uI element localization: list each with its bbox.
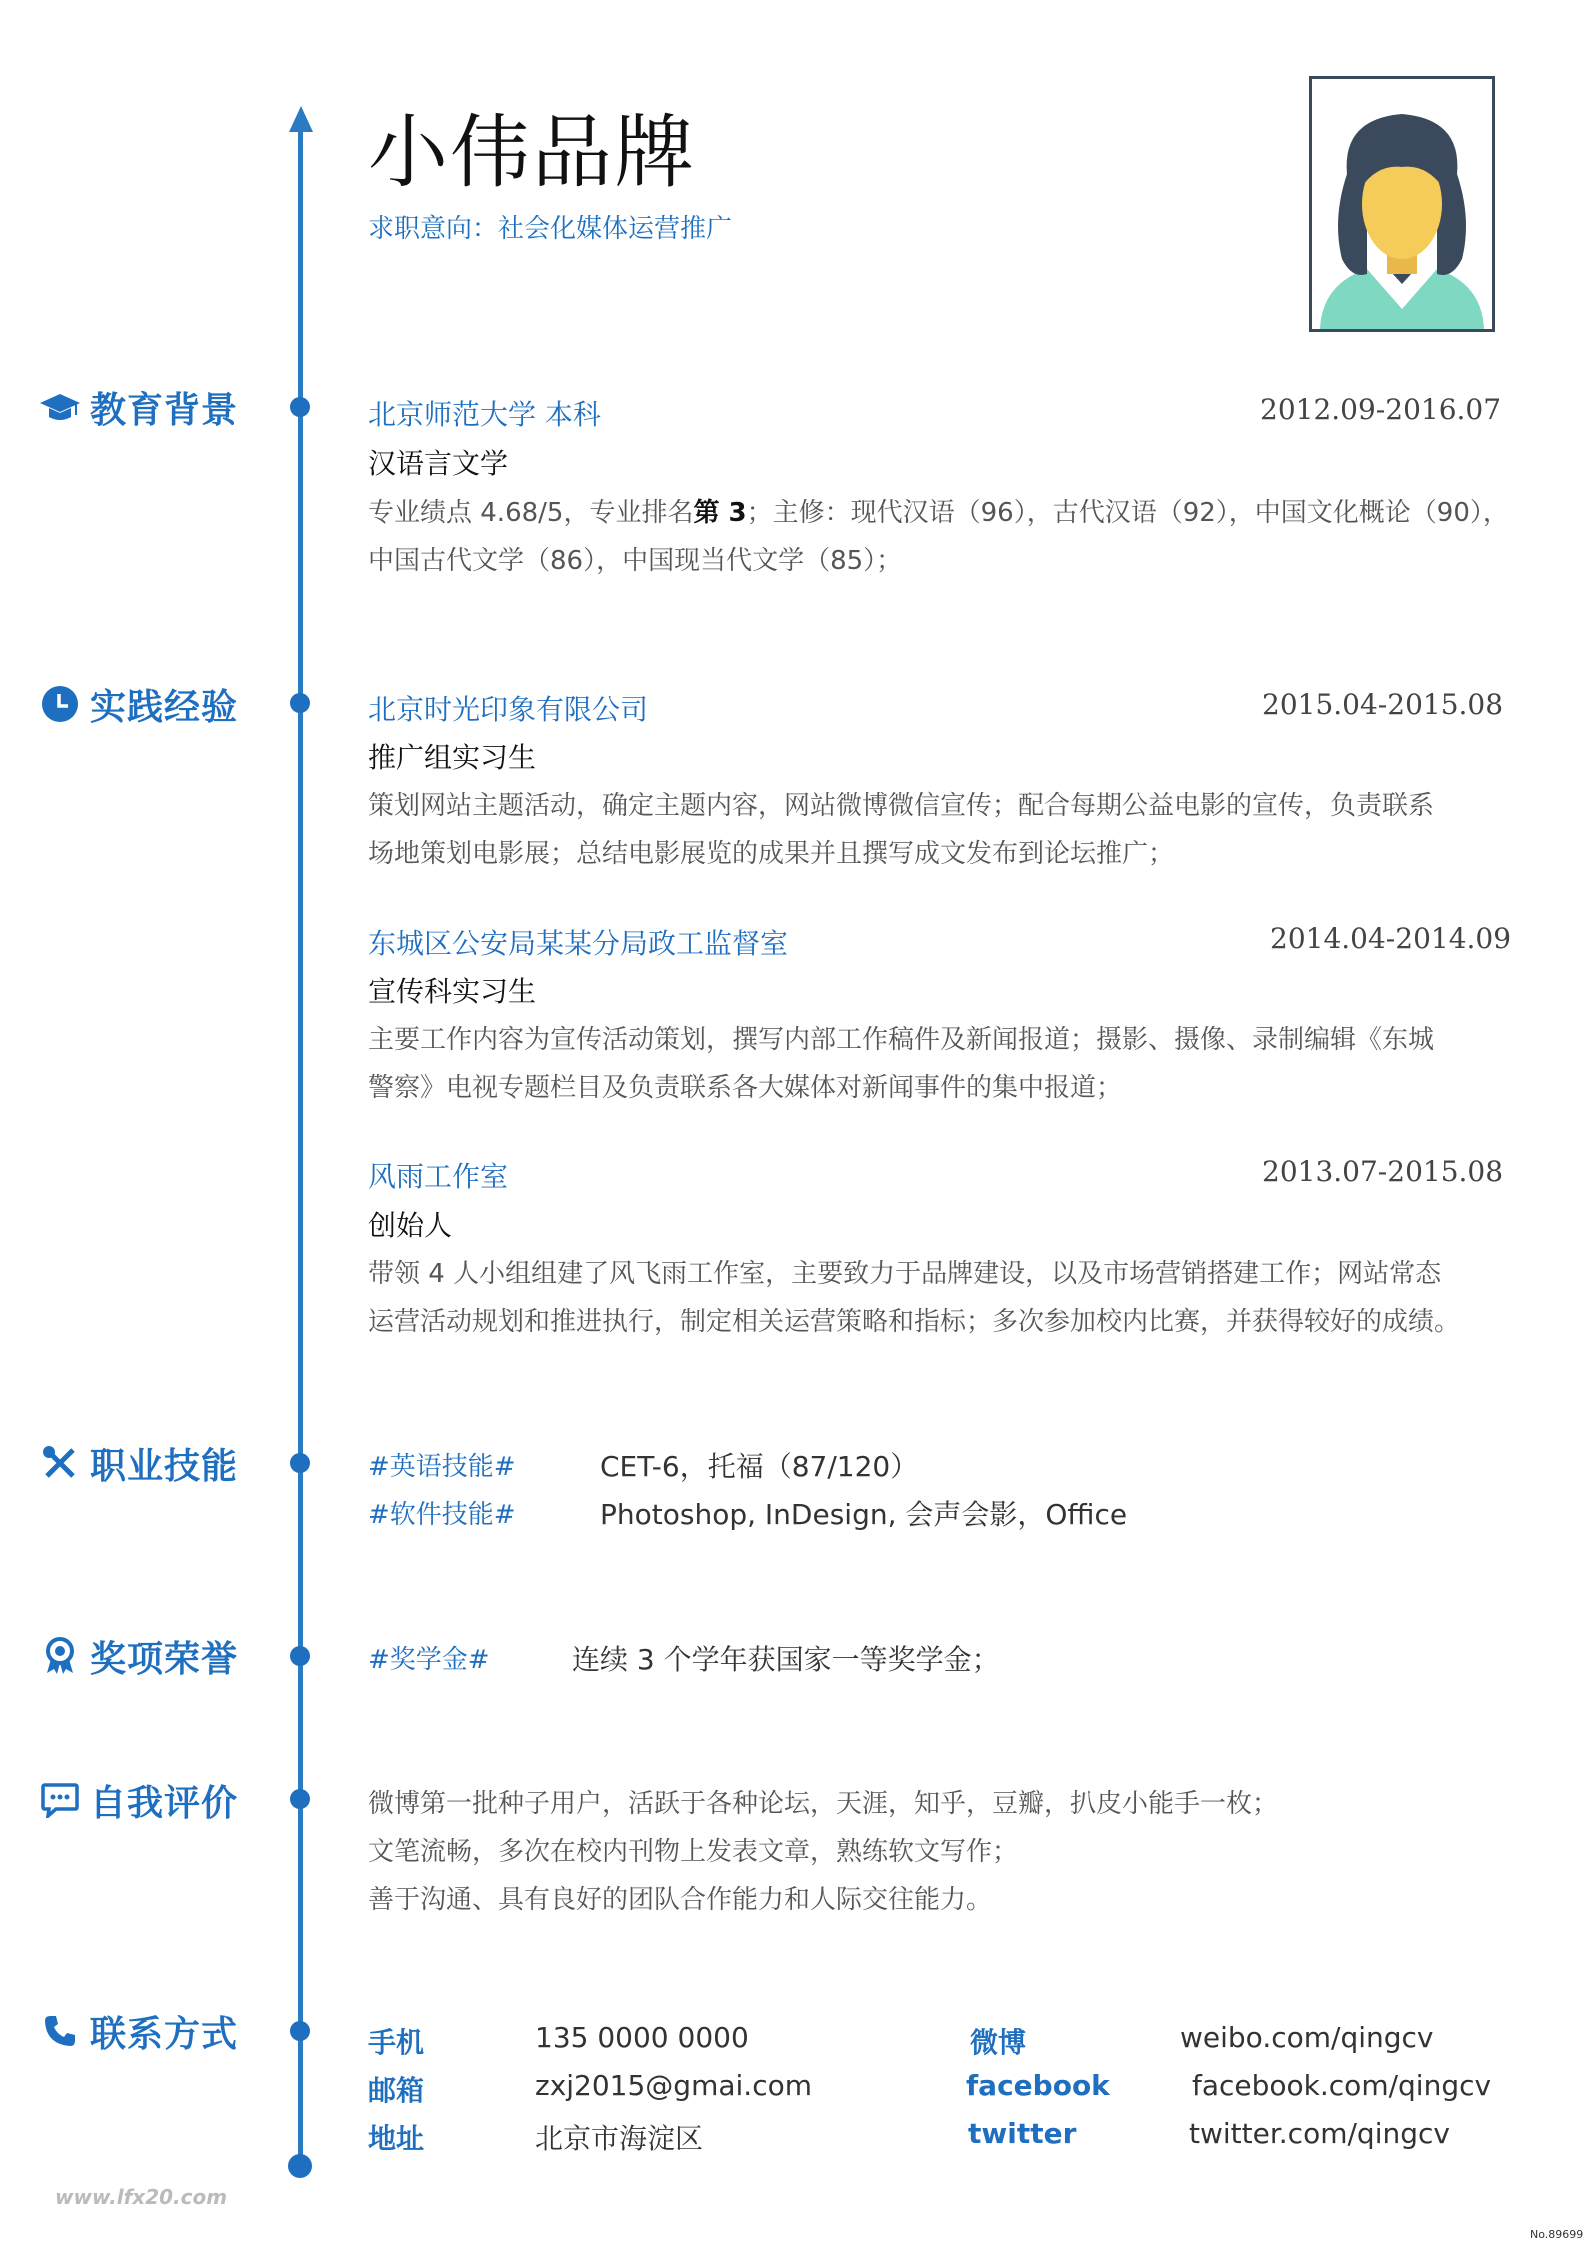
- experience-role: 宣传科实习生: [368, 975, 537, 1008]
- contact-weibo-label: 微博: [970, 2026, 1027, 2059]
- skill-tag: #软件技能#: [368, 1500, 516, 1530]
- timeline-end-dot: [288, 2154, 312, 2178]
- contact-twitter: twitter.com/qingcv: [1189, 2117, 1450, 2150]
- education-line2: 中国古代文学（86），中国现当代文学（85）；: [368, 546, 903, 576]
- section-awards: [40, 1631, 238, 1681]
- education-line1-c: ；主修：现代汉语（96），古代汉语（92），中国文化概论（90），: [746, 498, 1509, 528]
- experience-desc-line: 主要工作内容为宣传活动策划，撰写内部工作稿件及新闻报道；摄影、摄像、录制编辑《东城: [368, 1025, 1435, 1055]
- education-rank: 第 3: [693, 498, 747, 528]
- experience-date: 2013.07-2015.08: [1262, 1155, 1504, 1188]
- experience-desc-line: 警察》电视专题栏目及负责联系各大媒体对新闻事件的集中报道；: [368, 1073, 1123, 1103]
- self-eval-line: 善于沟通、具有良好的团队合作能力和人际交往能力。: [368, 1885, 993, 1915]
- clock-icon: [40, 684, 80, 724]
- graduation-cap-icon: [40, 387, 80, 427]
- job-intent: 求职意向：社会化媒体运营推广: [368, 214, 733, 244]
- avatar-icon: [1312, 79, 1492, 329]
- experience-role: 推广组实习生: [368, 741, 537, 774]
- contact-twitter-label: twitter: [968, 2117, 1077, 2150]
- experience-date: 2015.04-2015.08: [1262, 688, 1504, 721]
- tools-icon: [40, 1443, 80, 1483]
- timeline-dot-awards: [290, 1646, 310, 1666]
- education-date: 2012.09-2016.07: [1260, 393, 1502, 426]
- experience-org: 东城区公安局某某分局政工监督室: [368, 927, 789, 960]
- award-tag: #奖学金#: [368, 1645, 490, 1675]
- section-title-experience: 实践经验: [90, 686, 239, 728]
- contact-phone-label: 手机: [368, 2026, 425, 2059]
- section-experience: [40, 679, 238, 729]
- experience-desc-line: 策划网站主题活动，确定主题内容，网站微博微信宣传；配合每期公益电影的宣传，负责联系: [368, 791, 1435, 821]
- timeline-dot-skills: [290, 1453, 310, 1473]
- experience-desc: [368, 1016, 1538, 1112]
- section-title-contact: 联系方式: [90, 2013, 239, 2055]
- contact-phone: 135 0000 0000: [535, 2021, 749, 2054]
- experience-desc-line: 场地策划电影展；总结电影展览的成果并且撰写成文发布到论坛推广；: [368, 839, 1175, 869]
- self-eval-line: 文笔流畅，多次在校内刊物上发表文章，熟练软文写作；: [368, 1837, 1019, 1867]
- skill-value: Photoshop, InDesign, 会声会影，Office: [600, 1498, 1128, 1531]
- contact-email-label: 邮箱: [368, 2074, 425, 2107]
- self-eval-line: 微博第一批种子用户，活跃于各种论坛，天涯，知乎，豆瓣，扒皮小能手一枚；: [368, 1789, 1279, 1819]
- experience-org: 北京时光印象有限公司: [368, 693, 649, 726]
- section-contact: [40, 2006, 238, 2056]
- experience-desc-line: 带领 4 人小组组建了风飞雨工作室，主要致力于品牌建设，以及市场营销搭建工作；网站常态: [368, 1259, 1442, 1289]
- phone-icon: [40, 2011, 80, 2051]
- timeline-dot-experience: [290, 693, 310, 713]
- section-education: [40, 382, 238, 432]
- education-line1-a: 专业绩点 4.68/5，专业排名: [368, 498, 694, 528]
- timeline-arrow: [289, 106, 313, 132]
- contact-email: zxj2015@gmai.com: [535, 2069, 812, 2102]
- education-detail: [368, 489, 1538, 585]
- profile-photo: [1309, 76, 1495, 332]
- experience-date: 2014.04-2014.09: [1270, 922, 1512, 955]
- watermark: www.lfx20.com: [55, 2185, 228, 2209]
- contact-facebook: facebook.com/qingcv: [1192, 2069, 1492, 2102]
- contact-facebook-label: facebook: [966, 2069, 1110, 2102]
- award-value: 连续 3 个学年获国家一等奖学金；: [572, 1643, 1000, 1676]
- self-eval-list: [368, 1780, 1538, 1924]
- document-number: No.89699: [1530, 2228, 1584, 2241]
- contact-address-label: 地址: [368, 2122, 425, 2155]
- experience-desc: [368, 1250, 1538, 1346]
- education-school: 北京师范大学 本科: [368, 398, 601, 431]
- timeline-line: [298, 116, 303, 2174]
- experience-role: 创始人: [368, 1209, 453, 1242]
- resume-name: 小伟品牌: [368, 106, 696, 199]
- experience-org: 风雨工作室: [368, 1160, 509, 1193]
- section-title-education: 教育背景: [90, 389, 239, 431]
- timeline-dot-contact: [290, 2021, 310, 2041]
- section-title-awards: 奖项荣誉: [90, 1638, 239, 1680]
- experience-desc: [368, 782, 1538, 878]
- skill-tag: #英语技能#: [368, 1452, 516, 1482]
- contact-weibo: weibo.com/qingcv: [1180, 2021, 1434, 2054]
- award-ribbon-icon: [40, 1636, 80, 1676]
- section-skills: [40, 1438, 238, 1488]
- section-title-self: 自我评价: [90, 1782, 239, 1824]
- education-major: 汉语言文学: [368, 447, 509, 480]
- timeline-dot-education: [290, 397, 310, 417]
- section-title-skills: 职业技能: [90, 1445, 239, 1487]
- experience-desc-line: 运营活动规划和推进执行，制定相关运营策略和指标；多次参加校内比赛，并获得较好的成绩。: [368, 1307, 1461, 1337]
- chat-bubble-icon: [40, 1780, 80, 1820]
- section-self: [40, 1775, 238, 1825]
- contact-address: 北京市海淀区: [535, 2122, 704, 2155]
- timeline-dot-self: [290, 1789, 310, 1809]
- skill-value: CET-6，托福（87/120）: [600, 1450, 919, 1483]
